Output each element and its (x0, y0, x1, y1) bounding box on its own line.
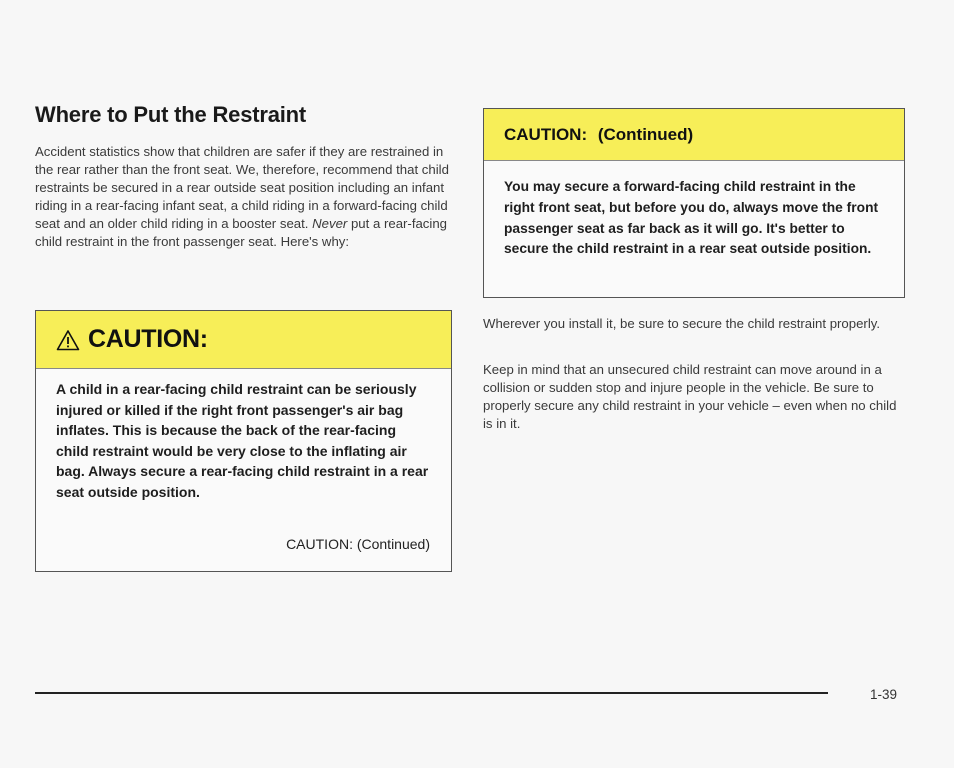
caution-box-right (483, 108, 905, 298)
intro-text-continued: put a rear-facing child restraint in the front passenger seat. Here's why: (35, 216, 448, 249)
caution-header (36, 311, 451, 369)
caution-body: A child in a rear-facing child restraint can be seriously injured or killed if the right front passenger's air bag inflates. This is because the back of the rear-facing child restraint would be very close to the inflating air bag. Always secure a rear-facing child restraint in a rear seat outside position. (56, 381, 429, 500)
caution-box-left (35, 310, 452, 572)
page-title: Where to Put the Restraint (35, 102, 307, 127)
intro-paragraph (35, 143, 455, 251)
page-number: 1-39 (870, 687, 898, 702)
intro-text: Accident statistics show that children are safer if they are restrained in the rear rather than the front seat. We, therefore, recommend that child restraints be secured in a rear outside seat position including an infant riding in a rear-facing infant seat, a child riding in a forward-facing child seat and an older child riding in a booster seat. (35, 144, 449, 231)
caution-body-continued: You may secure a forward-facing child restraint in the right front seat, but before you do, always move the front passenger seat as far back as it will go. It's better to secure the child restraint in a rear seat outside position. (504, 179, 879, 257)
unsecured-restraint-paragraph: Keep in mind that an unsecured child restraint can move around in a collision or sudden stop and injure people in the vehicle. Be sure to properly secure any child restraint in your vehicle – even when no child is in it. (483, 362, 897, 431)
intro-emphasis: Never (312, 216, 348, 231)
caution-header-continued (484, 109, 904, 161)
warning-triangle-icon (56, 329, 80, 351)
footer-rule (35, 692, 828, 694)
caution-continued-label: CAUTION: (Continued) (286, 536, 430, 552)
caution-title-continued: CAUTION: (Continued) (504, 124, 694, 144)
install-paragraph: Wherever you install it, be sure to secure the child restraint properly. (483, 316, 881, 331)
caution-title: CAUTION: (88, 325, 208, 353)
